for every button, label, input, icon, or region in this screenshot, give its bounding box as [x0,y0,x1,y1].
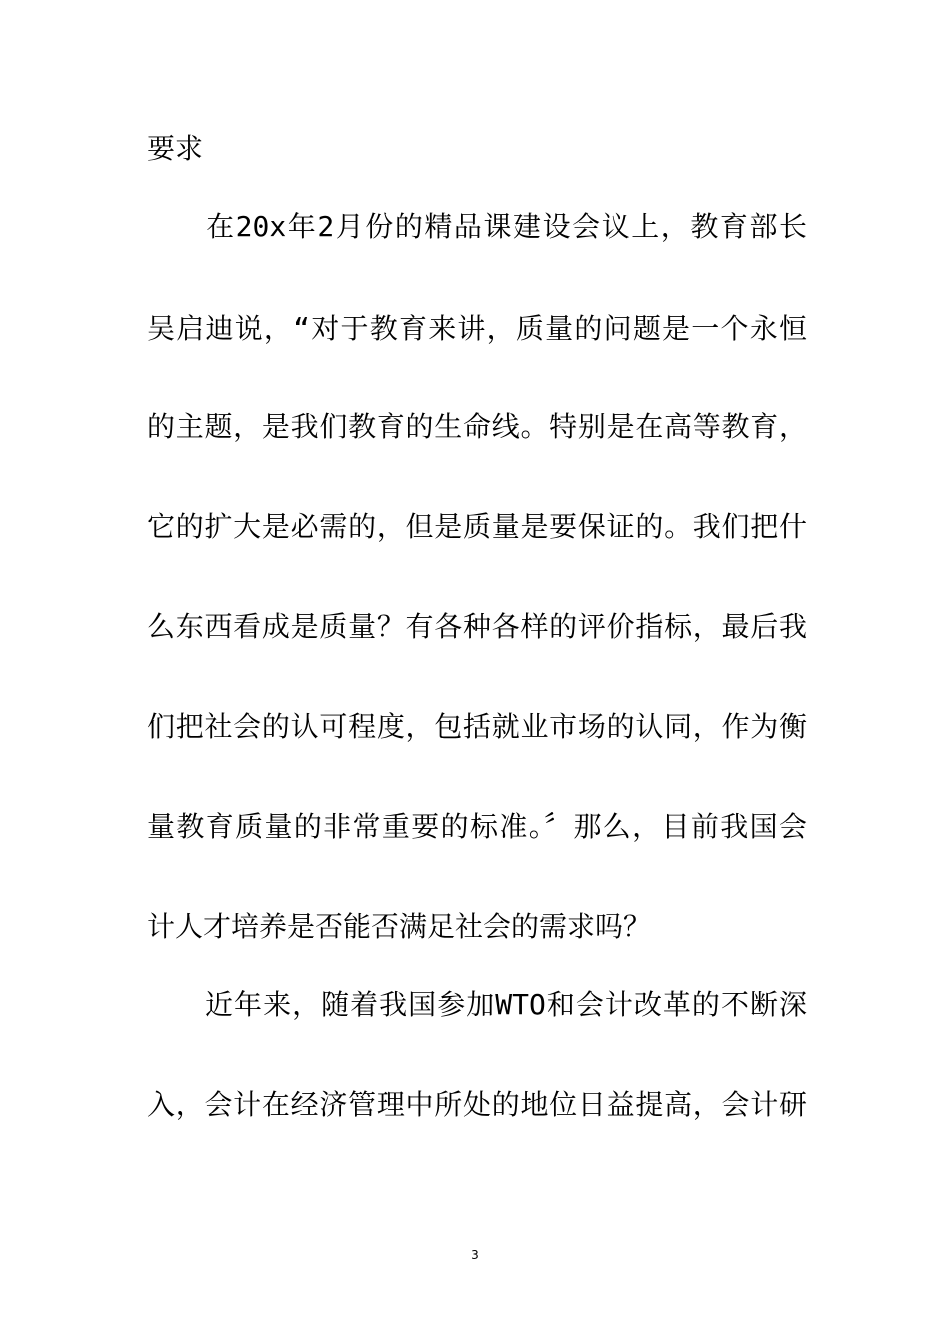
text-line-11: 入，会计在经济管理中所处的地位日益提高，会计研 [147,1088,807,1121]
text-line-4: 的主题，是我们教育的生命线。特别是在高等教育， [147,410,807,443]
text-line-6: 么东西看成是质量？有各种各样的评价指标，最后我 [147,610,807,643]
text-line-1: 要求 [147,132,204,165]
page-number: 3 [471,1248,479,1262]
text-line-2: 在20x年2月份的精品课建设会议上，教育部长 [147,210,807,243]
text-line-10: 近年来，随着我国参加WTO和会计改革的不断深 [147,988,807,1021]
text-line-5: 它的扩大是必需的，但是质量是要保证的。我们把什 [147,510,807,543]
text-line-3: 吴启迪说，“对于教育来讲，质量的问题是一个永恒 [147,312,807,345]
text-line-9: 计人才培养是否能否满足社会的需求吗？ [147,910,652,943]
text-line-7: 们把社会的认可程度，包括就业市场的认同，作为衡 [147,710,807,743]
text-line-8: 量教育质量的非常重要的标准。〞那么，目前我国会 [147,810,807,843]
